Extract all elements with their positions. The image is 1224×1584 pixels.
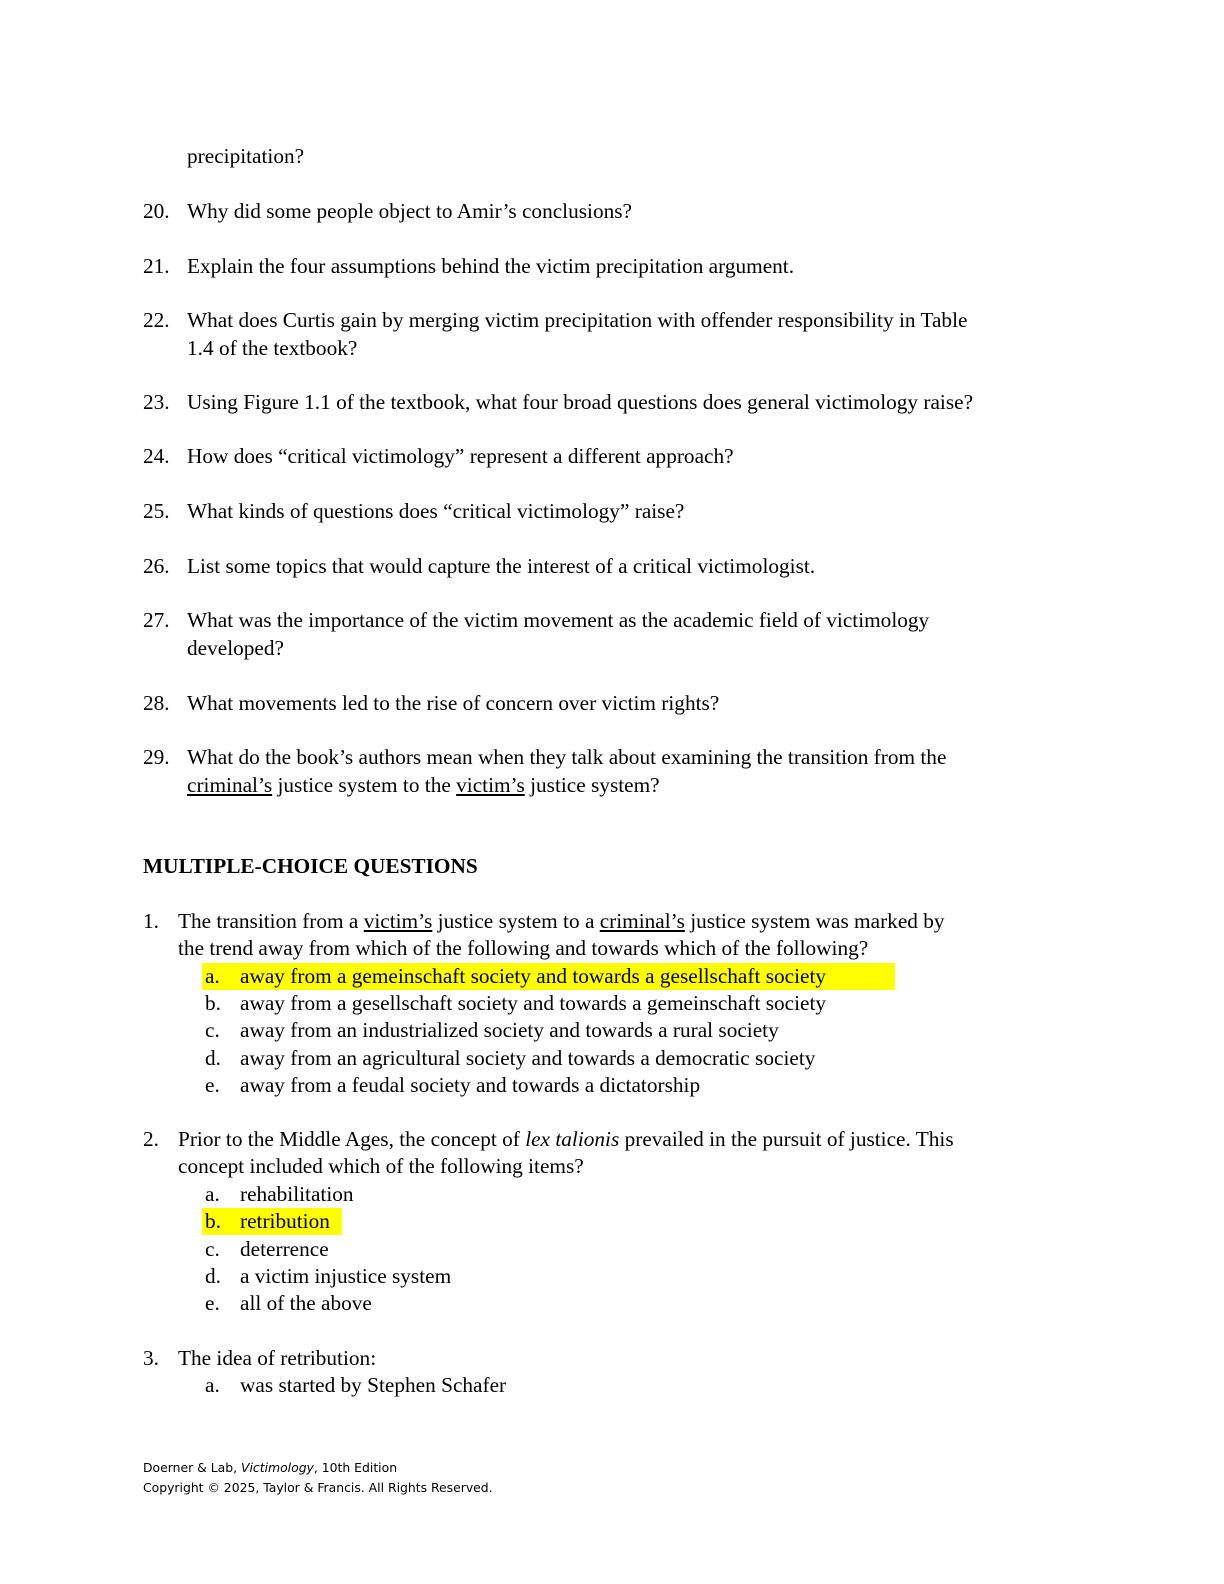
option-text: deterrence [240,1237,329,1261]
footer-edition: , 10th Edition [313,1460,398,1475]
question-number: 25. [143,499,170,523]
option-text: was started by Stephen Schafer [240,1373,507,1397]
question-text: How does “critical victimology” represent a different approach? [187,444,734,468]
option-text: away from a gesellschaft society and towards a gemeinschaft society [240,991,827,1015]
option-text: away from a feudal society and towards a dictatorship [240,1073,701,1097]
section-heading: MULTIPLE-CHOICE QUESTIONS [143,854,478,878]
option-letter: c. [205,1237,220,1261]
question-text-line-1: What does Curtis gain by merging victim precipitation with offender responsibility in Table [187,308,968,332]
question-text: List some topics that would capture the interest of a critical victimologist. [187,554,816,578]
question-number: 28. [143,691,170,715]
option-letter: d. [205,1046,221,1070]
question-number: 2. [143,1127,159,1151]
question-text-line-2: the trend away from which of the following and towards which of the following? [178,936,869,960]
underlined-term: victim’s [456,773,525,797]
italic-term: lex talionis [525,1127,620,1151]
question-number: 27. [143,608,170,632]
underlined-term: criminal’s [599,909,685,933]
option-text: away from an industrialized society and towards a rural society [240,1018,779,1042]
question-number: 22. [143,308,170,332]
question-number: 23. [143,390,170,414]
question-text-line-1: What was the importance of the victim movement as the academic field of victimology [187,608,930,632]
text-run: Prior to the Middle Ages, the concept of [178,1127,526,1151]
footer-book-title: Victimology [240,1460,314,1475]
question-number: 1. [143,909,159,933]
question-number: 3. [143,1346,159,1370]
question-text: The idea of retribution: [178,1346,377,1370]
question-text-line-2: 1.4 of the textbook? [187,336,358,360]
option-text: a victim injustice system [240,1264,452,1288]
question-text-line-2: concept included which of the following items? [178,1154,584,1178]
option-letter: a. [205,964,220,988]
text-run: prevailed in the pursuit of justice. This [619,1127,954,1151]
question-text-line-1: What do the book’s authors mean when they talk about examining the transition from the [187,745,947,769]
question-text-line-2 [187,772,660,800]
text-run: justice system to the [272,773,457,797]
footer-citation [143,1458,397,1477]
underlined-term: criminal’s [187,773,273,797]
text-run: The transition from a [178,909,364,933]
option-letter: c. [205,1018,220,1042]
option-text: all of the above [240,1291,372,1315]
option-letter: e. [205,1291,220,1315]
option-letter: e. [205,1073,220,1097]
option-letter: a. [205,1182,220,1206]
question-text: Using Figure 1.1 of the textbook, what four broad questions does general victimology raise? [187,390,974,414]
question-text-line-1 [178,1126,954,1154]
text-run: justice system to a [432,909,600,933]
text-run: justice system was marked by [684,909,945,933]
text-run: justice system? [524,773,660,797]
question-text-line-2: developed? [187,636,284,660]
question-number: 24. [143,444,170,468]
question-text: What kinds of questions does “critical victimology” raise? [187,499,685,523]
question-number: 20. [143,199,170,223]
option-letter: d. [205,1264,221,1288]
underlined-term: victim’s [363,909,433,933]
option-text-correct: retribution [240,1209,330,1233]
option-text: away from an agricultural society and towards a democratic society [240,1046,816,1070]
option-text-correct: away from a gemeinschaft society and towards a gesellschaft society [240,964,827,988]
question-number: 26. [143,554,170,578]
footer-copyright: Copyright © 2025, Taylor & Francis. All Rights Reserved. [143,1480,493,1495]
footer-authors: Doerner & Lab, [143,1460,241,1475]
question-number: 29. [143,745,170,769]
question-text: Explain the four assumptions behind the victim precipitation argument. [187,254,795,278]
question-text: What movements led to the rise of concern over victim rights? [187,691,720,715]
question-text-line-1 [178,908,945,936]
option-letter: a. [205,1373,220,1397]
question-number: 21. [143,254,170,278]
option-letter: b. [205,1209,221,1233]
option-text: rehabilitation [240,1182,354,1206]
question-19-continuation: precipitation? [187,144,305,168]
option-letter: b. [205,991,221,1015]
question-text: Why did some people object to Amir’s conclusions? [187,199,632,223]
